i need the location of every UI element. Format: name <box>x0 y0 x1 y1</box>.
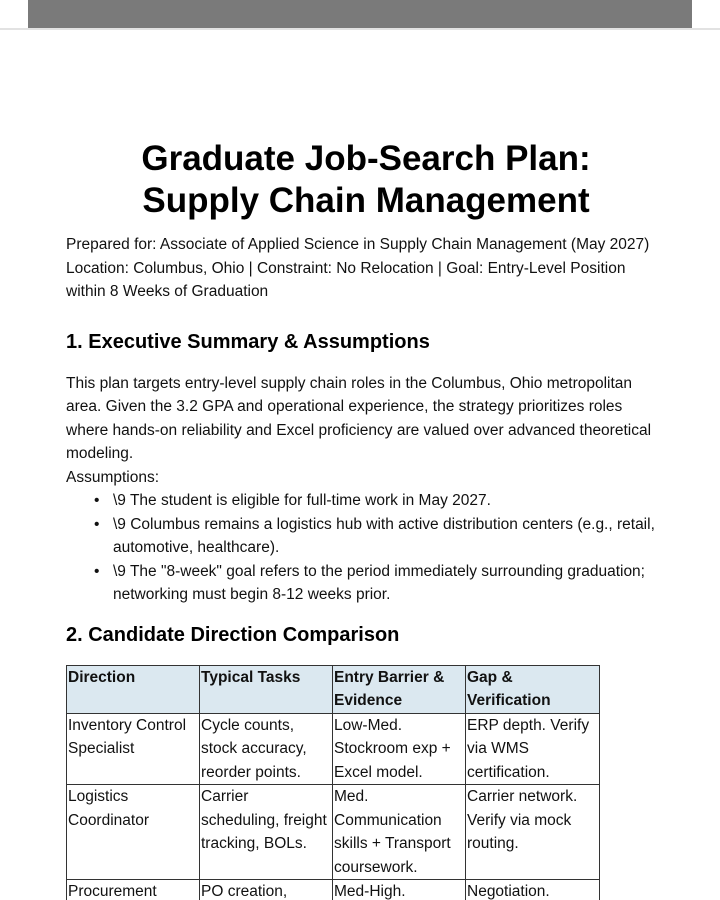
table-cell: Inventory Control Specialist <box>67 713 200 785</box>
table-cell: Carrier scheduling, freight tracking, BOLs. <box>200 785 333 880</box>
table-cell: Med-High. <box>333 880 466 900</box>
table-row <box>67 713 600 785</box>
table-cell: Cycle counts, stock accuracy, reorder points. <box>200 713 333 785</box>
assumptions-label: Assumptions: <box>66 468 160 486</box>
table-cell: Carrier network. Verify via mock routing. <box>466 785 600 880</box>
column-header-gap-verification: Gap & Verification <box>466 665 600 713</box>
assumption-item <box>94 489 666 513</box>
prepared-for-line: Prepared for: Associate of Applied Science in Supply Chain Management (May 2027) <box>66 236 650 253</box>
table-cell: PO creation, <box>200 880 333 900</box>
assumption-text: \9 Columbus remains a logistics hub with active distribution centers (e.g., retail, automotive, healthcare). <box>113 515 655 556</box>
table-header-row <box>67 665 600 713</box>
section-1-body <box>66 372 666 607</box>
table-cell: Low-Med. Stockroom exp + Excel model. <box>333 713 466 785</box>
document-title-line-1: Graduate Job-Search Plan: <box>141 139 591 178</box>
direction-comparison-table <box>66 665 600 900</box>
column-header-typical-tasks: Typical Tasks <box>200 665 333 713</box>
section-2-heading: 2. Candidate Direction Comparison <box>66 623 400 646</box>
assumption-item <box>94 560 666 607</box>
section-1-heading: 1. Executive Summary & Assumptions <box>66 330 430 353</box>
column-header-entry-barrier: Entry Barrier & Evidence <box>333 665 466 713</box>
table-cell: ERP depth. Verify via WMS certification. <box>466 713 600 785</box>
table-cell: Med. Communication skills + Transport coursework. <box>333 785 466 880</box>
column-header-direction: Direction <box>67 665 200 713</box>
table-cell: Procurement <box>67 880 200 900</box>
table-cell: Negotiation. <box>466 880 600 900</box>
document-title <box>66 138 666 222</box>
assumption-text: \9 The "8-week" goal refers to the period immediately surrounding graduation; networking must begin 8-12 weeks prior. <box>113 562 645 603</box>
table-row <box>67 880 600 900</box>
assumptions-list <box>66 489 666 607</box>
assumption-text: \9 The student is eligible for full-time work in May 2027. <box>113 492 491 509</box>
assumption-item <box>94 513 666 560</box>
bullet-icon: • <box>94 515 100 533</box>
location-goal-line: Location: Columbus, Ohio | Constraint: No Relocation | Goal: Entry-Level Position within 8 Weeks of Graduation <box>66 259 626 300</box>
bullet-icon: • <box>94 562 100 580</box>
document-meta <box>66 233 666 304</box>
document-title-line-2: Supply Chain Management <box>142 181 590 220</box>
top-bar-divider <box>0 28 720 30</box>
document-page <box>66 138 666 900</box>
bullet-icon: • <box>94 492 100 509</box>
executive-summary-paragraph: This plan targets entry-level supply chain roles in the Columbus, Ohio metropolitan area. Given the 3.2 GPA and operational experience, the strategy prioritizes roles where hands-on reliability and Excel proficiency are valued over advanced theoretical modeling. <box>66 374 652 462</box>
table-cell: Logistics Coordinator <box>67 785 200 880</box>
table-row <box>67 785 600 880</box>
window-top-bar <box>28 0 692 28</box>
